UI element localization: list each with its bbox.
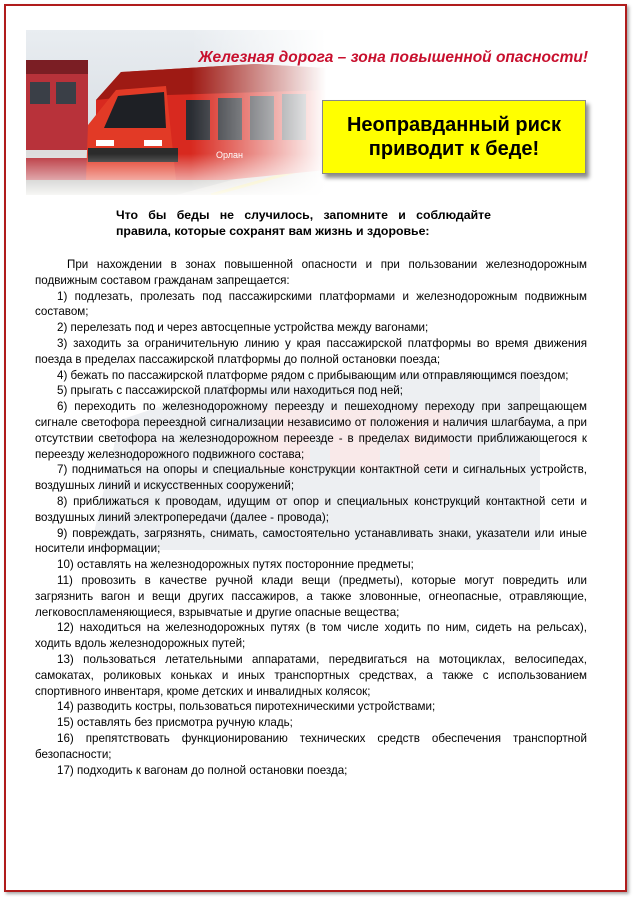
rule-item: 14) разводить костры, пользоваться пиротехническими устройствами;: [57, 700, 436, 714]
rule-item: 17) подходить к вагонам до полной остановки поезда;: [57, 763, 348, 777]
rule-item: 4) бежать по пассажирской платформе рядом с прибывающим или отправляющимся поездом;: [57, 368, 569, 382]
warning-box: [322, 100, 586, 174]
rule-item: 10) оставлять на железнодорожных путях посторонние предметы;: [57, 558, 414, 572]
rule-item: 2) перелезать под и через автосцепные устройства между вагонами;: [57, 321, 429, 335]
rules-body: [35, 257, 587, 778]
warning-text: Неоправданный риск приводит к беде!: [346, 114, 562, 160]
rule-item: 15) оставлять без присмотра ручную кладь;: [57, 716, 293, 730]
poster-title: Железная дорога – зона повышенной опасности!: [198, 49, 588, 66]
rule-item: 7) подниматься на опоры и специальные конструкции контактной сети и сигнальных устройств, воздушных линий и искусственных сооружений;: [35, 463, 587, 493]
rule-item: 11) провозить в качестве ручной клади вещи (предметы), которые могут повредить или загрязнить вагон и вещи других пассажиров, а также зловонные, огнеопасные, отравляющие, легковоспламеняющиеся, взрывчатые и другие опасные вещества;: [35, 573, 587, 619]
rule-item: 3) заходить за ограничительную линию у края пассажирской платформы во время движения поезда в пределах пассажирской платформы до полной остановки поезда;: [35, 336, 587, 366]
rule-item: 6) переходить по железнодорожному переезду и пешеходному переходу при запрещающем сигнале светофора переездной сигнализации независимо от положения и наличия шлагбаума, а при отсутствии светофора на железнодорожном переезде - в пределах видимости приближающегося к переезду железнодорожного подвижного состава;: [35, 400, 587, 461]
rule-item: 5) прыгать с пассажирской платформы или находиться под ней;: [57, 384, 403, 398]
rule-item: 8) приближаться к проводам, идущим от опор и специальных конструкций контактной сети и воздушных линий электропередачи (далее - провода);: [35, 494, 587, 524]
rule-item: 13) пользоваться летательными аппаратами, передвигаться на мотоциклах, велосипедах, самокатах, роликовых коньках и иных транспортных средствах, а также с использованием спортивного инвентаря, кроме детских и инвалидных колясок;: [35, 652, 587, 698]
rule-item: 1) подлезать, пролезать под пассажирскими платформами и железнодорожным подвижным составом;: [35, 289, 587, 319]
rule-item: 9) повреждать, загрязнять, снимать, самостоятельно устанавливать знаки, указатели или иные носители информации;: [35, 526, 587, 556]
rule-item: 12) находиться на железнодорожных путях (в том числе ходить по ним, сидеть на рельсах), ходить вдоль железнодорожных путей;: [35, 621, 587, 651]
rule-item: 16) препятствовать функционированию технических средств обеспечения транспортной безопасности;: [35, 731, 587, 761]
intro-text: Что бы беды не случилось, запомните и соблюдайте правила, которые сохранят вам жизнь и здоровье:: [116, 208, 491, 238]
rules-lead: При нахождении в зонах повышенной опасности и при пользовании железнодорожным подвижным составом гражданам запрещается:: [35, 258, 587, 287]
